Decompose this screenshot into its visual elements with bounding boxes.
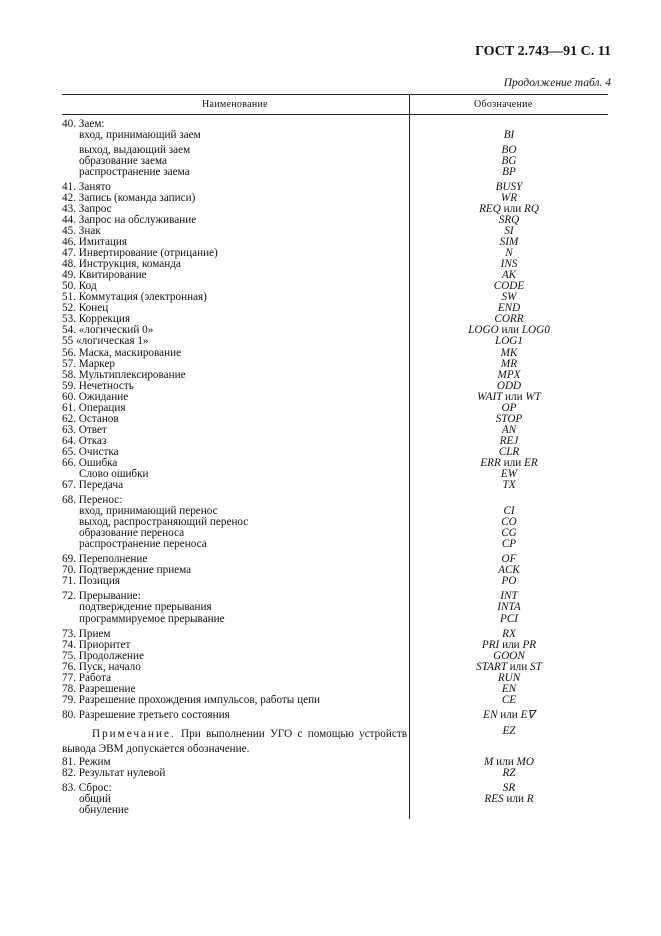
row-symbol: N	[505, 247, 513, 259]
row-symbol: WAIT или WT	[477, 391, 541, 403]
row-name: выход, выдающий заем	[79, 144, 191, 156]
row-name: 59. Нечетность	[62, 380, 134, 392]
row-name: 40. Заем:	[62, 118, 105, 130]
row-name: 64. Отказ	[62, 435, 107, 447]
row-symbol: AK	[501, 269, 517, 281]
row-symbol: CP	[501, 538, 517, 550]
row-name: 73. Прием	[62, 628, 111, 640]
row-symbol: EN или E∇	[483, 709, 535, 721]
row-name: 52. Конец	[62, 302, 109, 314]
row-name: 76. Пуск, начало	[62, 661, 141, 673]
note-symbol: EZ	[502, 725, 516, 737]
row-name: 50. Код	[62, 280, 97, 292]
row-symbol: REJ	[499, 435, 519, 447]
row-symbol: INT	[500, 590, 518, 602]
row-name: 80. Разрешение третьего состояния	[62, 709, 230, 721]
row-name: 48. Инструкция, команда	[62, 258, 181, 270]
row-name: 61. Операция	[62, 402, 126, 414]
row-symbol: LOGO или LOG0	[468, 324, 550, 336]
row-symbol: CLR	[498, 446, 520, 458]
row-symbol: PCI	[499, 613, 519, 625]
row-name: образование заема	[79, 155, 167, 167]
row-symbol: M или MO	[484, 756, 534, 768]
row-symbol: MPX	[497, 369, 521, 381]
row-name: подтверждение прерывания	[79, 601, 212, 613]
row-name: обнуление	[79, 804, 129, 816]
row-name: 67. Передача	[62, 479, 124, 491]
row-symbol: CORR	[494, 313, 524, 325]
row-name: 60. Ожидание	[62, 391, 129, 403]
row-name: 57. Маркер	[62, 358, 116, 370]
row-symbol: PO	[501, 575, 517, 587]
row-name: 83. Сброс:	[62, 782, 112, 794]
row-symbol: CODE	[493, 280, 525, 292]
row-symbol: RES или R	[484, 793, 534, 805]
row-name: распространение заема	[79, 166, 190, 178]
row-name: 62. Останов	[62, 413, 119, 425]
row-symbol: EW	[500, 468, 518, 480]
row-symbol: INTA	[497, 601, 521, 613]
row-symbol: BO	[501, 144, 517, 156]
row-symbol: PRI или PR	[481, 639, 537, 651]
row-symbol: ERR или ER	[480, 457, 538, 469]
row-name: 81. Режим	[62, 756, 111, 768]
row-symbol: AN	[501, 424, 517, 436]
row-symbol: CG	[501, 527, 517, 539]
row-name: 46. Имитация	[62, 236, 128, 248]
row-name: программируемое прерывание	[79, 613, 225, 625]
row-name: 77. Работа	[62, 672, 112, 684]
row-symbol: SIM	[499, 236, 519, 248]
row-name: 47. Инвертирование (отрицание)	[62, 247, 218, 259]
row-name: образование переноса	[79, 527, 185, 539]
row-symbol: TX	[502, 479, 516, 491]
row-name: 66. Ошибка	[62, 457, 118, 469]
row-symbol: MR	[500, 358, 518, 370]
row-symbol: CO	[501, 516, 517, 528]
row-name: 69. Переполнение	[62, 553, 148, 565]
row-name: 44. Запрос на обслуживание	[62, 214, 197, 226]
row-name: распространение переноса	[79, 538, 207, 550]
table-top-rule	[62, 94, 608, 95]
row-symbol: BG	[501, 155, 517, 167]
row-name: 74. Приоритет	[62, 639, 131, 651]
row-name: 55 «логическая 1»	[62, 335, 149, 347]
column-header-name: Наименование	[202, 99, 268, 110]
row-symbol: RUN	[497, 672, 521, 684]
row-name: 53. Коррекция	[62, 313, 130, 325]
row-name: Слово ошибки	[79, 468, 149, 480]
row-symbol: REQ или RQ	[479, 203, 539, 215]
row-symbol: CE	[501, 694, 517, 706]
row-name: 79. Разрешение прохождения импульсов, работы цепи	[62, 694, 321, 706]
designations-table	[62, 94, 608, 819]
page-header: ГОСТ 2.743—91 С. 11	[475, 44, 611, 59]
row-symbol: WR	[500, 192, 518, 204]
row-symbol: SRQ	[498, 214, 520, 226]
row-name: 56. Маска, маскирование	[62, 347, 182, 359]
row-name: 82. Результат нулевой	[62, 767, 166, 779]
row-name: вход, принимающий перенос	[79, 505, 218, 517]
note-label: Примечание.	[92, 728, 176, 740]
row-name: 49. Квитирование	[62, 269, 147, 281]
row-symbol: OP	[501, 402, 517, 414]
row-name: 78. Разрешение	[62, 683, 136, 695]
row-name: 41. Занято	[62, 181, 111, 193]
row-name: 72. Прерывание:	[62, 590, 141, 602]
row-name: вход, принимающий заем	[79, 129, 201, 141]
row-symbol: BUSY	[495, 181, 523, 193]
row-symbol: STOP	[495, 413, 523, 425]
row-name: 68. Перенос:	[62, 494, 123, 506]
row-symbol: RX	[502, 628, 516, 640]
row-symbol: BP	[502, 166, 516, 178]
row-name: 43. Запрос	[62, 203, 112, 215]
row-symbol: SW	[501, 291, 517, 303]
row-symbol: END	[497, 302, 521, 314]
row-symbol: OF	[501, 553, 517, 565]
row-symbol: EN	[501, 683, 517, 695]
row-symbol: RZ	[502, 767, 516, 779]
row-name: 58. Мультиплексирование	[62, 369, 186, 381]
note-text: При выполнении УГО с помощью устройств вывода ЭВМ допускается обозначение.	[62, 728, 407, 755]
table-header-rule	[62, 114, 608, 115]
row-name: 45. Знак	[62, 225, 101, 237]
row-name: 75. Продолжение	[62, 650, 144, 662]
table-note	[62, 727, 407, 757]
row-name: 70. Подтверждение приема	[62, 564, 192, 576]
row-symbol: ACK	[498, 564, 520, 576]
row-name: общий	[79, 793, 111, 805]
row-name: 63. Ответ	[62, 424, 107, 436]
row-symbol: LOG1	[495, 335, 523, 347]
row-symbol: CI	[503, 505, 515, 517]
row-symbol: ODD	[496, 380, 522, 392]
row-name: 65. Очистка	[62, 446, 119, 458]
row-symbol: SR	[502, 782, 516, 794]
row-name: 42. Запись (команда записи)	[62, 192, 196, 204]
row-symbol: START или ST	[476, 661, 542, 673]
row-name: 54. «логический 0»	[62, 324, 154, 336]
row-name: 71. Позиция	[62, 575, 120, 587]
row-symbol: SI	[504, 225, 514, 237]
row-symbol: GOON	[493, 650, 525, 662]
column-header-symbol: Обозначение	[474, 99, 533, 110]
row-symbol: INS	[500, 258, 518, 270]
row-symbol: BI	[503, 129, 515, 141]
table-continuation-label: Продолжение табл. 4	[503, 77, 611, 89]
row-name: выход, распространяющий перенос	[79, 516, 249, 528]
row-symbol: MK	[500, 347, 518, 359]
row-name: 51. Коммутация (электронная)	[62, 291, 207, 303]
